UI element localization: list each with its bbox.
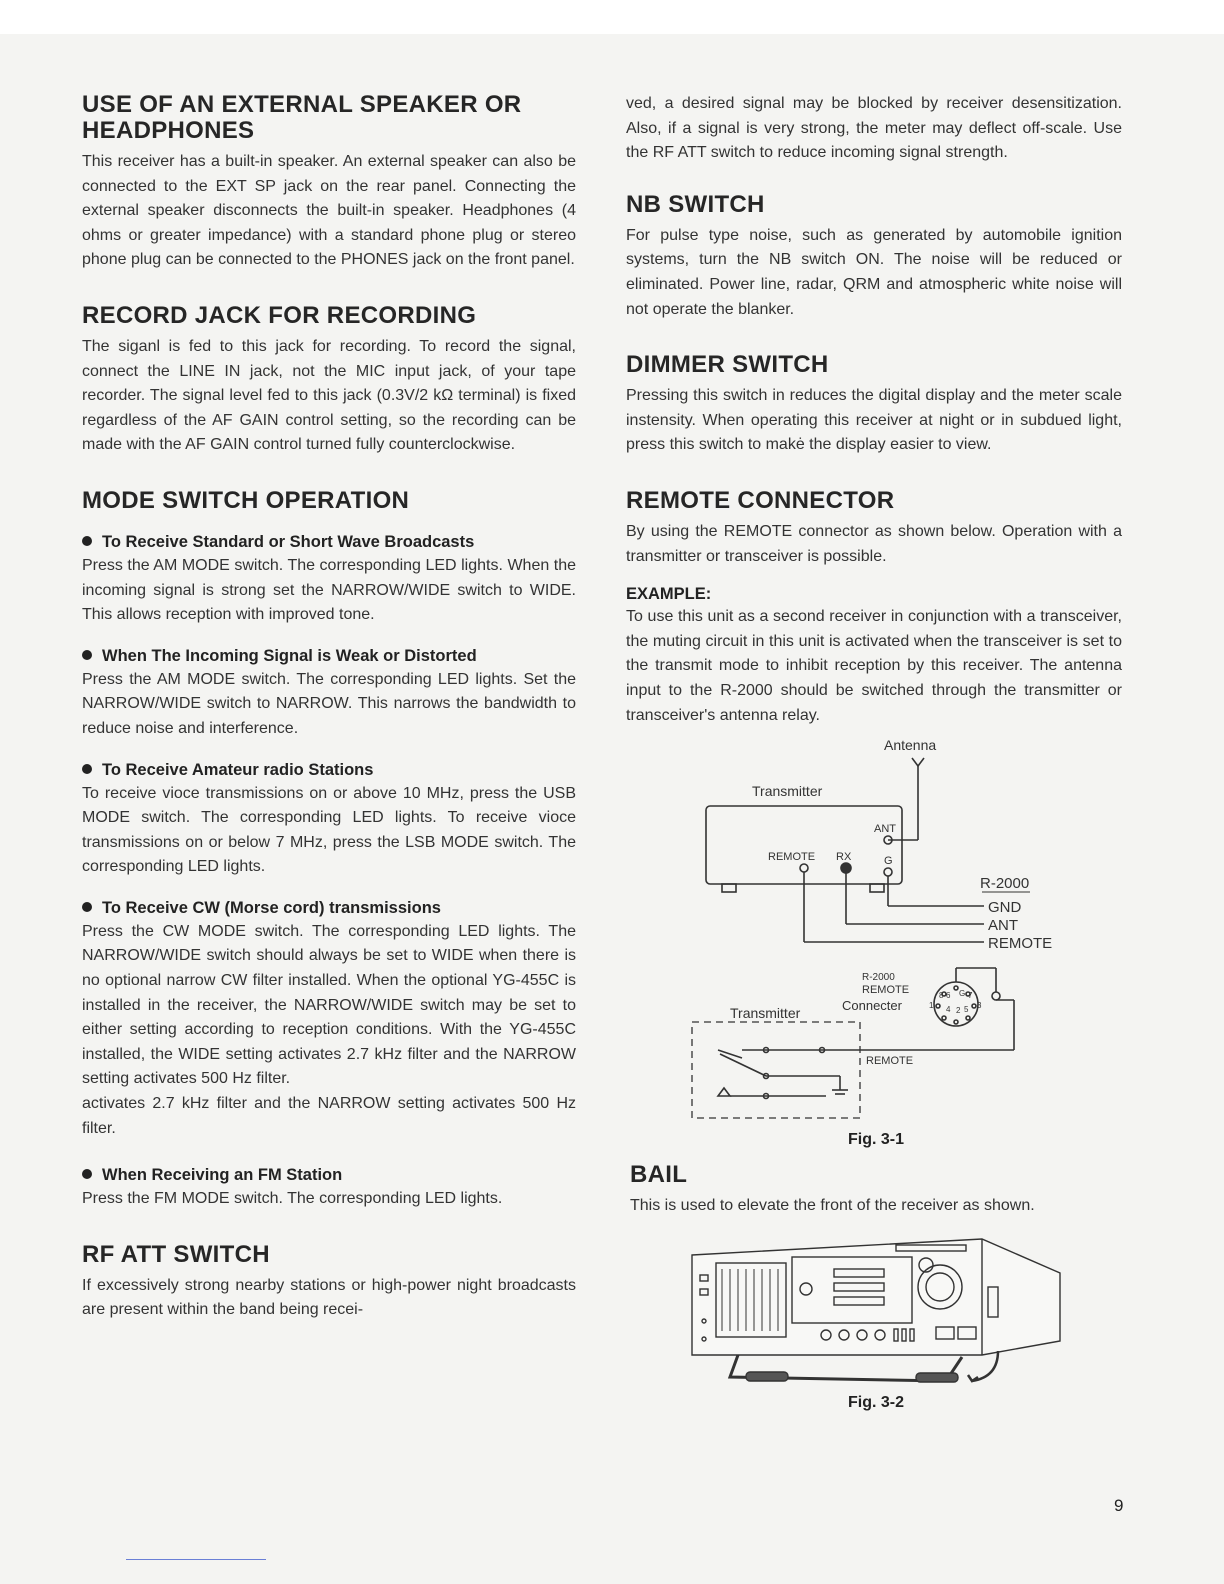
- section-title: RF ATT SWITCH: [82, 1240, 270, 1268]
- section-title: NB SWITCH: [626, 190, 765, 218]
- label-ant: ANT: [874, 823, 896, 836]
- divider: [126, 1559, 266, 1560]
- receiver-bail-illustration: [626, 1231, 1122, 1411]
- example-body: To use this unit as a second receiver in conjunction with a transceiver, the muting circuit in this unit is activated when the transceiver is set to the transmit mode to inhibit reception by this receiver. The antenna input to the R-2000 should be switched through the transmitter or transceiver's antenna relay.: [626, 608, 1122, 724]
- section-rf-att: [82, 1242, 576, 1323]
- mode-item-extra: activates 2.7 kHz filter and the NARROW setting activates 500 Hz filter.: [82, 1095, 576, 1137]
- label-remote-small: REMOTE: [862, 984, 910, 997]
- section-body: This is used to elevate the front of the receiver as shown.: [630, 1197, 1035, 1215]
- label-transmitter: Transmitter: [752, 783, 823, 800]
- pin-label: 8: [939, 991, 944, 1001]
- mode-item-body: Press the AM MODE switch. The corresponding LED lights. When the incoming signal is strong set the NARROW/WIDE switch to WIDE. This allows reception with improved tone.: [82, 556, 576, 624]
- mode-item: [82, 530, 576, 628]
- example-label: EXAMPLE:: [626, 585, 712, 604]
- label-remote: REMOTE: [768, 851, 816, 864]
- section-title: MODE SWITCH OPERATION: [82, 486, 410, 514]
- label-g: G: [884, 855, 893, 868]
- remote-connection-diagram: [626, 740, 1122, 1160]
- label-remote3: REMOTE: [866, 1055, 914, 1068]
- mode-item-heading: To Receive Standard or Short Wave Broadcasts: [102, 532, 475, 551]
- section-body: If excessively strong nearby stations or high-power night broadcasts are present within the band being recei-: [82, 1276, 576, 1319]
- label-antenna: Antenna: [884, 740, 937, 754]
- section-body: Pressing this switch in reduces the digital display and the meter scale instensity. When operating this receiver at night or in subdued light, press this switch to makė the display easier to view.: [626, 387, 1122, 454]
- mode-item-heading: To Receive CW (Morse cord) transmissions: [102, 898, 441, 917]
- mode-item: [82, 896, 576, 1141]
- label-transmitter2: Transmitter: [730, 1005, 801, 1022]
- mode-item-heading: When The Incoming Signal is Weak or Distorted: [102, 646, 477, 665]
- mode-item-body: Press the AM MODE switch. The corresponding LED lights. Set the NARROW/WIDE switch to NARROW. This narrows the bandwidth to reduce noise and interference.: [82, 670, 576, 737]
- section-body: For pulse type noise, such as generated by automobile ignition systems, turn the NB switch ON. The noise will be reduced or eliminated. Power line, radar, QRM and atmospheric white noise will not operate the blanker.: [626, 226, 1122, 318]
- section-body: This receiver has a built-in speaker. An external speaker can also be connected to the EXT SP jack on the rear panel. Connecting the external speaker disconnects the built-in speaker. Headphones (4 ohms or greater impedance) with a standard phone plug or stereo phone plug can be connected to the PHONES jack on the front panel.: [82, 153, 576, 269]
- label-rx: RX: [836, 851, 852, 864]
- mode-item-heading: When Receiving an FM Station: [102, 1166, 343, 1185]
- section-body: By using the REMOTE connector as shown below. Operation with a transmitter or transceiver is possible.: [626, 522, 1122, 565]
- right-column: [626, 92, 1122, 1411]
- section-body: ved, a desired signal may be blocked by receiver desensitization. Also, if a signal is very strong, the meter may deflect off-scale. Use the RF ATT switch to reduce incoming signal strength.: [626, 95, 1122, 162]
- section-nb-switch: [626, 192, 1122, 322]
- section-record-jack: [82, 303, 576, 458]
- mode-item-body: To receive vioce transmissions on or above 10 MHz, press the USB MODE switch. The corresponding LED lights. To receive vioce transmissions on or below 7 MHz, press the LSB MODE switch. The corresponding LED lights.: [82, 784, 576, 876]
- mode-item: [82, 644, 576, 742]
- manual-page: [0, 34, 1224, 1584]
- figure-caption: Fig. 3-1: [847, 1131, 905, 1149]
- section-title: BAIL: [630, 1161, 688, 1189]
- pin-label: 7: [968, 991, 973, 1001]
- mode-item-body: Press the FM MODE switch. The corresponding LED lights.: [82, 1190, 503, 1208]
- section-title: REMOTE CONNECTOR: [626, 486, 895, 514]
- section-remote-connector: [626, 488, 1122, 728]
- section-rf-att-continued: [626, 92, 1122, 166]
- pin-label: 1: [929, 1001, 934, 1011]
- page-number: 9: [1114, 1496, 1124, 1515]
- figure-3-1: [626, 740, 1122, 1160]
- section-title: USE OF AN EXTERNAL SPEAKER OR HEADPHONES: [82, 91, 522, 144]
- pin-label: 3: [977, 1001, 982, 1011]
- pin-label: 5: [964, 1005, 969, 1015]
- section-external-speaker: [82, 92, 576, 273]
- pin-label: 6: [946, 991, 951, 1001]
- pin-label: 2: [956, 1006, 961, 1016]
- label-r2000-small: R-2000: [862, 972, 895, 984]
- figure-caption: Fig. 3-2: [847, 1393, 905, 1411]
- antenna-symbol: [912, 758, 924, 766]
- mode-item-heading: To Receive Amateur radio Stations: [102, 760, 374, 779]
- bullet-icon: [82, 764, 92, 774]
- section-dimmer-switch: [626, 352, 1122, 458]
- label-remote2: REMOTE: [988, 935, 1053, 953]
- mode-item-body: Press the CW MODE switch. The corresponding LED lights. The NARROW/WIDE switch should always be set to WIDE when there is no optional narrow CW filter installed. When the optional YG-455C is installed in the receiver, the NARROW/WIDE switch may be set to either setting according to reception conditions. With the YG-455C installed, the WIDE setting activates 2.7 kHz filter and the NARROW setting activates 500 Hz filter.: [82, 922, 576, 1088]
- label-gnd: GND: [988, 899, 1022, 917]
- pin-label: G: [959, 989, 966, 999]
- mode-item: [82, 1163, 576, 1212]
- pin-label: 4: [946, 1005, 951, 1015]
- bullet-icon: [82, 1169, 92, 1179]
- bullet-icon: [82, 902, 92, 912]
- left-column: [82, 92, 576, 1349]
- section-title: RECORD JACK FOR RECORDING: [82, 301, 477, 329]
- figure-3-2: [626, 1231, 1122, 1411]
- section-bail: [630, 1162, 1122, 1219]
- bullet-icon: [82, 650, 92, 660]
- bullet-icon: [82, 536, 92, 546]
- section-mode-switch: [82, 488, 576, 1212]
- label-r2000: R-2000: [980, 875, 1030, 893]
- label-connecter: Connecter: [842, 998, 902, 1014]
- label-ant2: ANT: [988, 917, 1018, 935]
- section-body: The siganl is fed to this jack for recording. To record the signal, connect the LINE IN jack, not the MIC input jack, of your tape recorder. The signal level fed to this jack (0.3V/2 kΩ terminal) is fixed regardless of the AF GAIN control setting, so the recording can be made with the AF GAIN control turned fully counterclockwise.: [82, 337, 576, 454]
- mode-item: [82, 758, 576, 880]
- section-title: DIMMER SWITCH: [626, 351, 829, 379]
